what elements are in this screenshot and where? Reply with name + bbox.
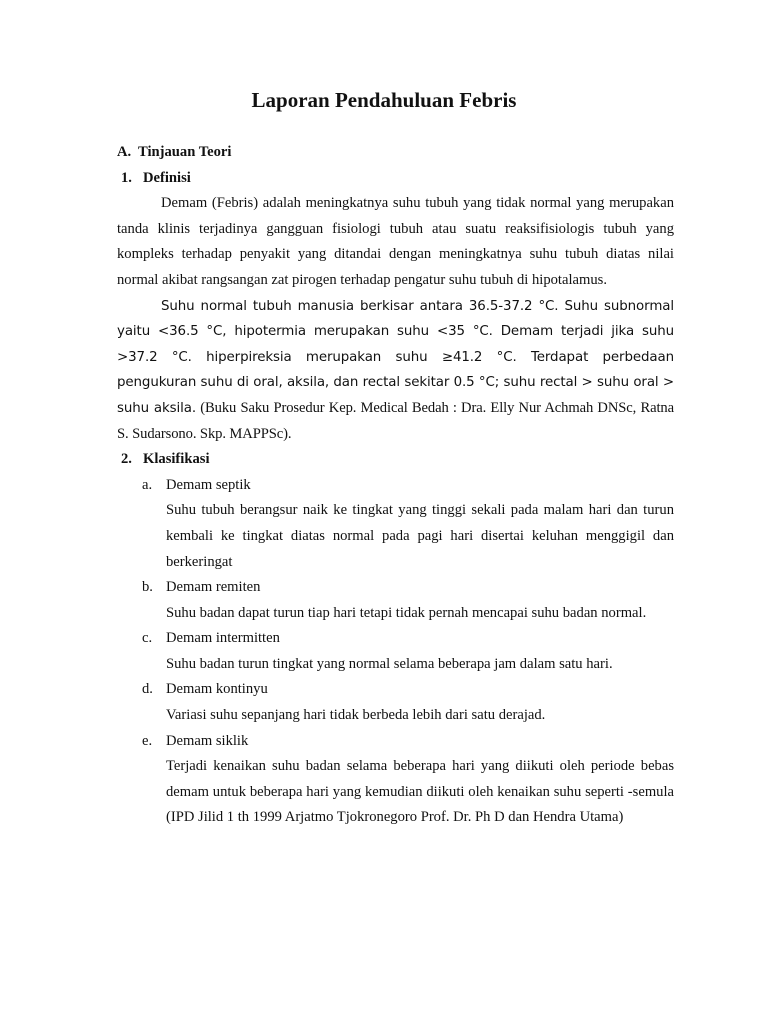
- section-2-label: 2.: [121, 451, 132, 468]
- list-item: [142, 575, 674, 626]
- list-item: [142, 473, 674, 575]
- section-1-title: Definisi: [143, 169, 191, 186]
- list-item-description: Terjadi kenaikan suhu badan selama beberapa hari yang diikuti oleh periode bebas demam untuk beberapa hari yang kemudian diikuti oleh kenaikan suhu seperti -semula (IPD Jilid 1 th 1999 Arjatmo Tjokronegoro Prof. Dr. Ph D dan Hendra Utama): [166, 758, 674, 826]
- list-item-name: Demam intermitten: [166, 630, 280, 647]
- definition-paragraph-2: [117, 294, 674, 448]
- definition-paragraph-1: Demam (Febris) adalah meningkatnya suhu tubuh yang tidak normal yang merupakan tanda klinis terjadinya gangguan fisiologi tubuh atau suatu reaksifisiologis tubuh yang kompleks terhadap penyakit yang ditandai dengan meningkatnya suhu tubuh diatas nilai normal akibat rangsangan zat pirogen terhadap pengatur suhu tubuh di hipotalamus.: [117, 195, 674, 288]
- section-2-heading: [117, 447, 674, 473]
- section-a-title: Tinjauan Teori: [138, 144, 232, 160]
- list-item: [142, 729, 674, 831]
- list-item-letter: c.: [142, 630, 153, 647]
- list-item: [142, 677, 674, 728]
- list-item: [142, 626, 674, 677]
- section-1-heading: [117, 166, 674, 192]
- section-2-title: Klasifikasi: [143, 451, 210, 468]
- page-title: Laporan Pendahuluan Febris: [251, 88, 517, 112]
- classification-list: [117, 473, 674, 831]
- list-item-description: Suhu badan dapat turun tiap hari tetapi tidak pernah mencapai suhu badan normal.: [166, 604, 647, 621]
- list-item-letter: a.: [142, 476, 153, 493]
- list-item-description: Variasi suhu sepanjang hari tidak berbeda lebih dari satu derajad.: [166, 707, 546, 724]
- list-item-name: Demam remiten: [166, 579, 261, 596]
- list-item-letter: b.: [142, 579, 153, 596]
- list-item-letter: e.: [142, 732, 153, 749]
- list-item-description: Suhu badan turun tingkat yang normal selama beberapa jam dalam satu hari.: [166, 655, 613, 672]
- list-item-name: Demam septik: [166, 476, 251, 493]
- list-item-letter: d.: [142, 681, 153, 698]
- section-a-label: A.: [117, 144, 132, 160]
- definition-paragraph-2-reference: (Buku Saku Prosedur Kep. Medical Bedah : Dra. Elly Nur Achmah DNSc, Ratna S. Sudarsono. Skp. MAPPSc).: [117, 399, 674, 442]
- list-item-name: Demam siklik: [166, 732, 249, 749]
- document-body: [117, 140, 674, 831]
- section-1-label: 1.: [121, 169, 132, 186]
- definition-paragraph-2-main: Suhu normal tubuh manusia berkisar antara 36.5-37.2 °C. Suhu subnormal yaitu <36.5 °C, hipotermia merupakan suhu <35 °C. Demam terjadi jika suhu >37.2 °C. hiperpireksia merupakan suhu ≥41.2 °C. Terdapat perbedaan pengukuran suhu di oral, aksila, dan rectal sekitar 0.5 °C; suhu rectal > suhu oral > suhu aksila.: [117, 298, 674, 416]
- section-a-heading: [117, 140, 674, 166]
- list-item-name: Demam kontinyu: [166, 681, 268, 698]
- list-item-description: Suhu tubuh berangsur naik ke tingkat yang tinggi sekali pada malam hari dan turun kembali ke tingkat diatas normal pada pagi hari disertai keluhan menggigil dan berkeringat: [166, 502, 674, 570]
